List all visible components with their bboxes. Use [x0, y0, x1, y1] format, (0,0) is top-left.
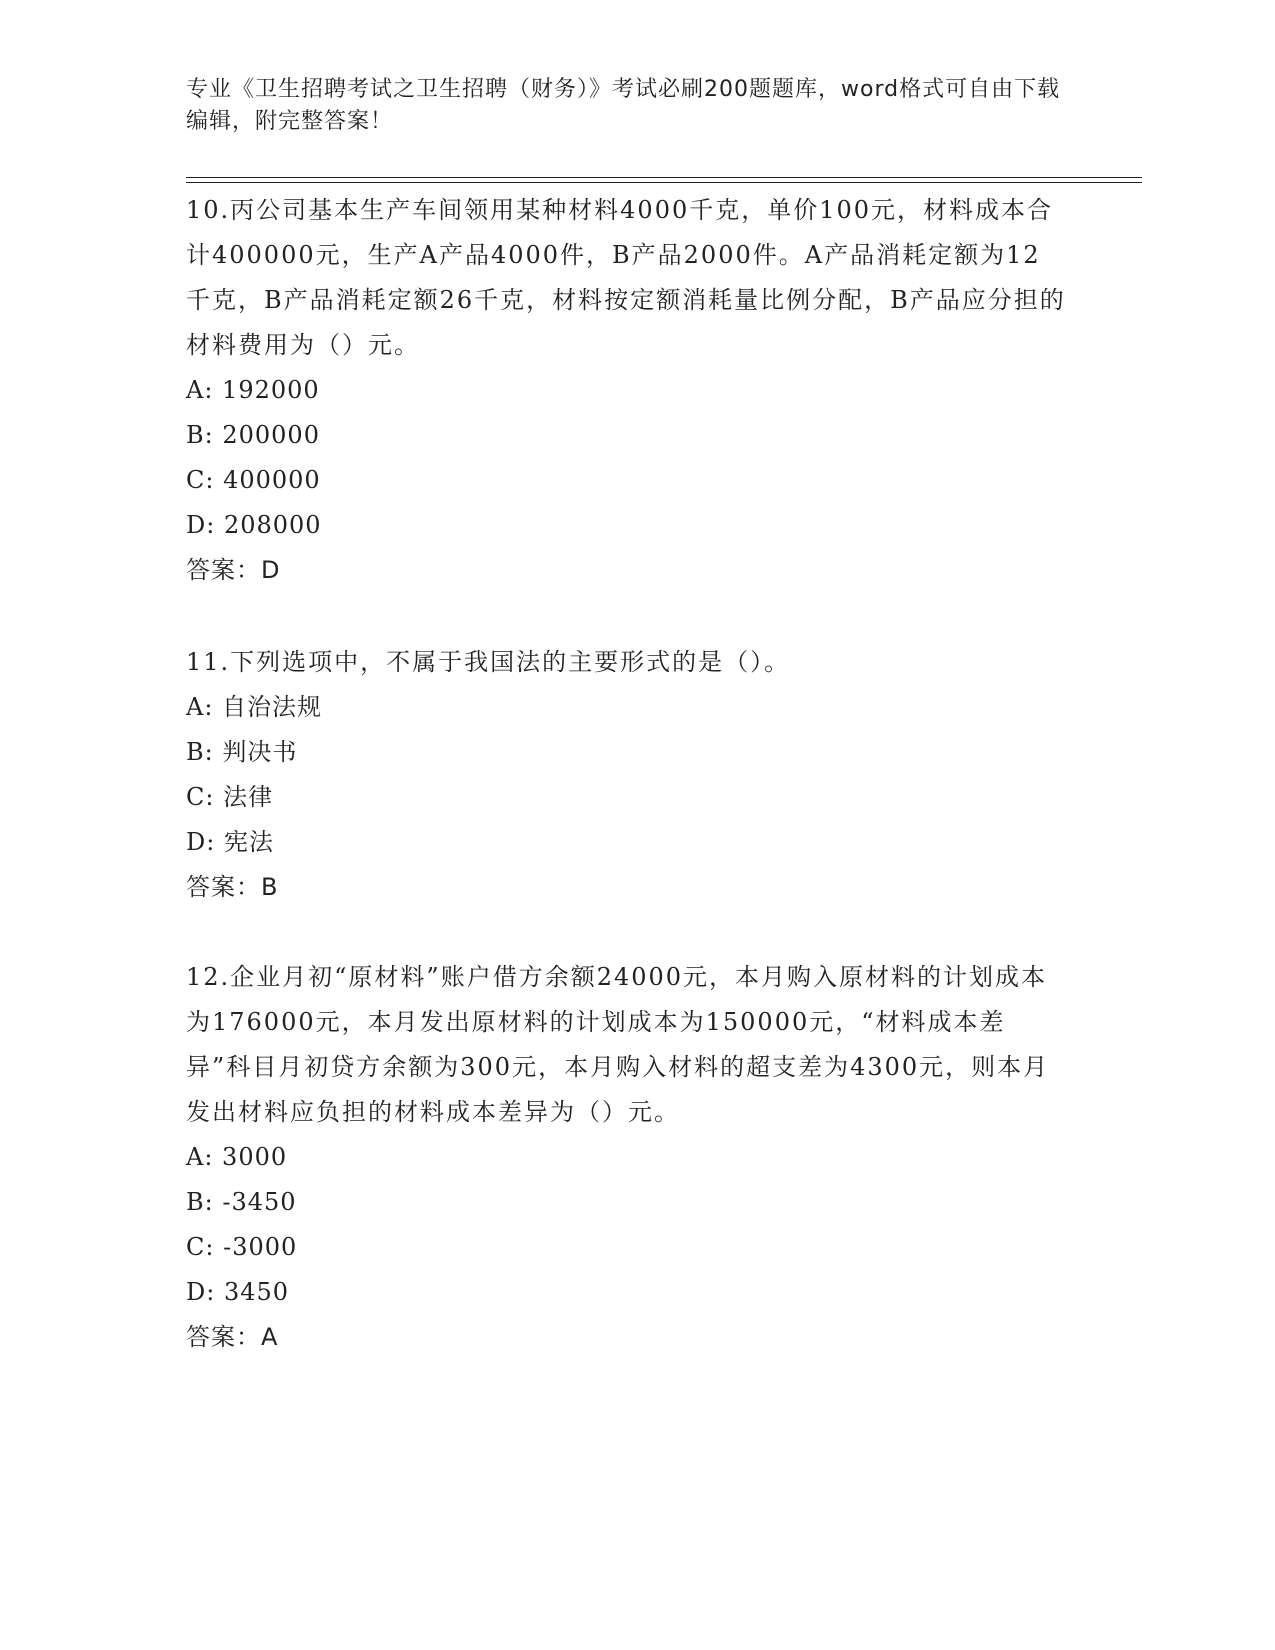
option-d: D: 3450 — [186, 1278, 290, 1306]
question-stem: 12.企业月初“原材料”账户借方余额24000元，本月购入原材料的计划成本为176000元，本月发出原材料的计划成本为150000元，“材料成本差异”科目月初贷方余额为300元，本月购入材料的超支差为4300元，则本月发出材料应负担的材料成本差异为（）元。 — [186, 963, 1050, 1126]
header-divider-top — [186, 177, 1142, 178]
option-a: A: 自治法规 — [186, 693, 323, 721]
answer-line: 答案：B — [186, 873, 279, 901]
option-b: B: -3450 — [186, 1188, 297, 1216]
answer-line: 答案：A — [186, 1323, 279, 1351]
question-12 — [186, 955, 1066, 1360]
option-b: B: 200000 — [186, 421, 320, 449]
option-a: A: 192000 — [186, 376, 320, 404]
header-divider-bottom — [186, 182, 1142, 183]
option-d: D: 208000 — [186, 511, 322, 539]
question-stem: 11.下列选项中，不属于我国法的主要形式的是（）。 — [186, 648, 791, 676]
option-c: C: 法律 — [186, 783, 274, 811]
option-c: C: 400000 — [186, 466, 321, 494]
option-c: C: -3000 — [186, 1233, 298, 1261]
option-a: A: 3000 — [186, 1143, 288, 1171]
option-d: D: 宪法 — [186, 828, 274, 856]
answer-line: 答案：D — [186, 556, 281, 584]
document-header: 专业《卫生招聘考试之卫生招聘（财务）》考试必刷200题题库，word格式可自由下载编辑，附完整答案！ — [186, 77, 1061, 134]
question-10 — [186, 188, 1066, 593]
question-stem: 10.丙公司基本生产车间领用某种材料4000千克，单价100元，材料成本合计400000元，生产A产品4000件，B产品2000件。A产品消耗定额为12千克，B产品消耗定额26千克，材料按定额消耗量比例分配，B产品应分担的材料费用为（）元。 — [186, 196, 1066, 359]
question-11 — [186, 640, 1066, 910]
option-b: B: 判决书 — [186, 738, 298, 766]
